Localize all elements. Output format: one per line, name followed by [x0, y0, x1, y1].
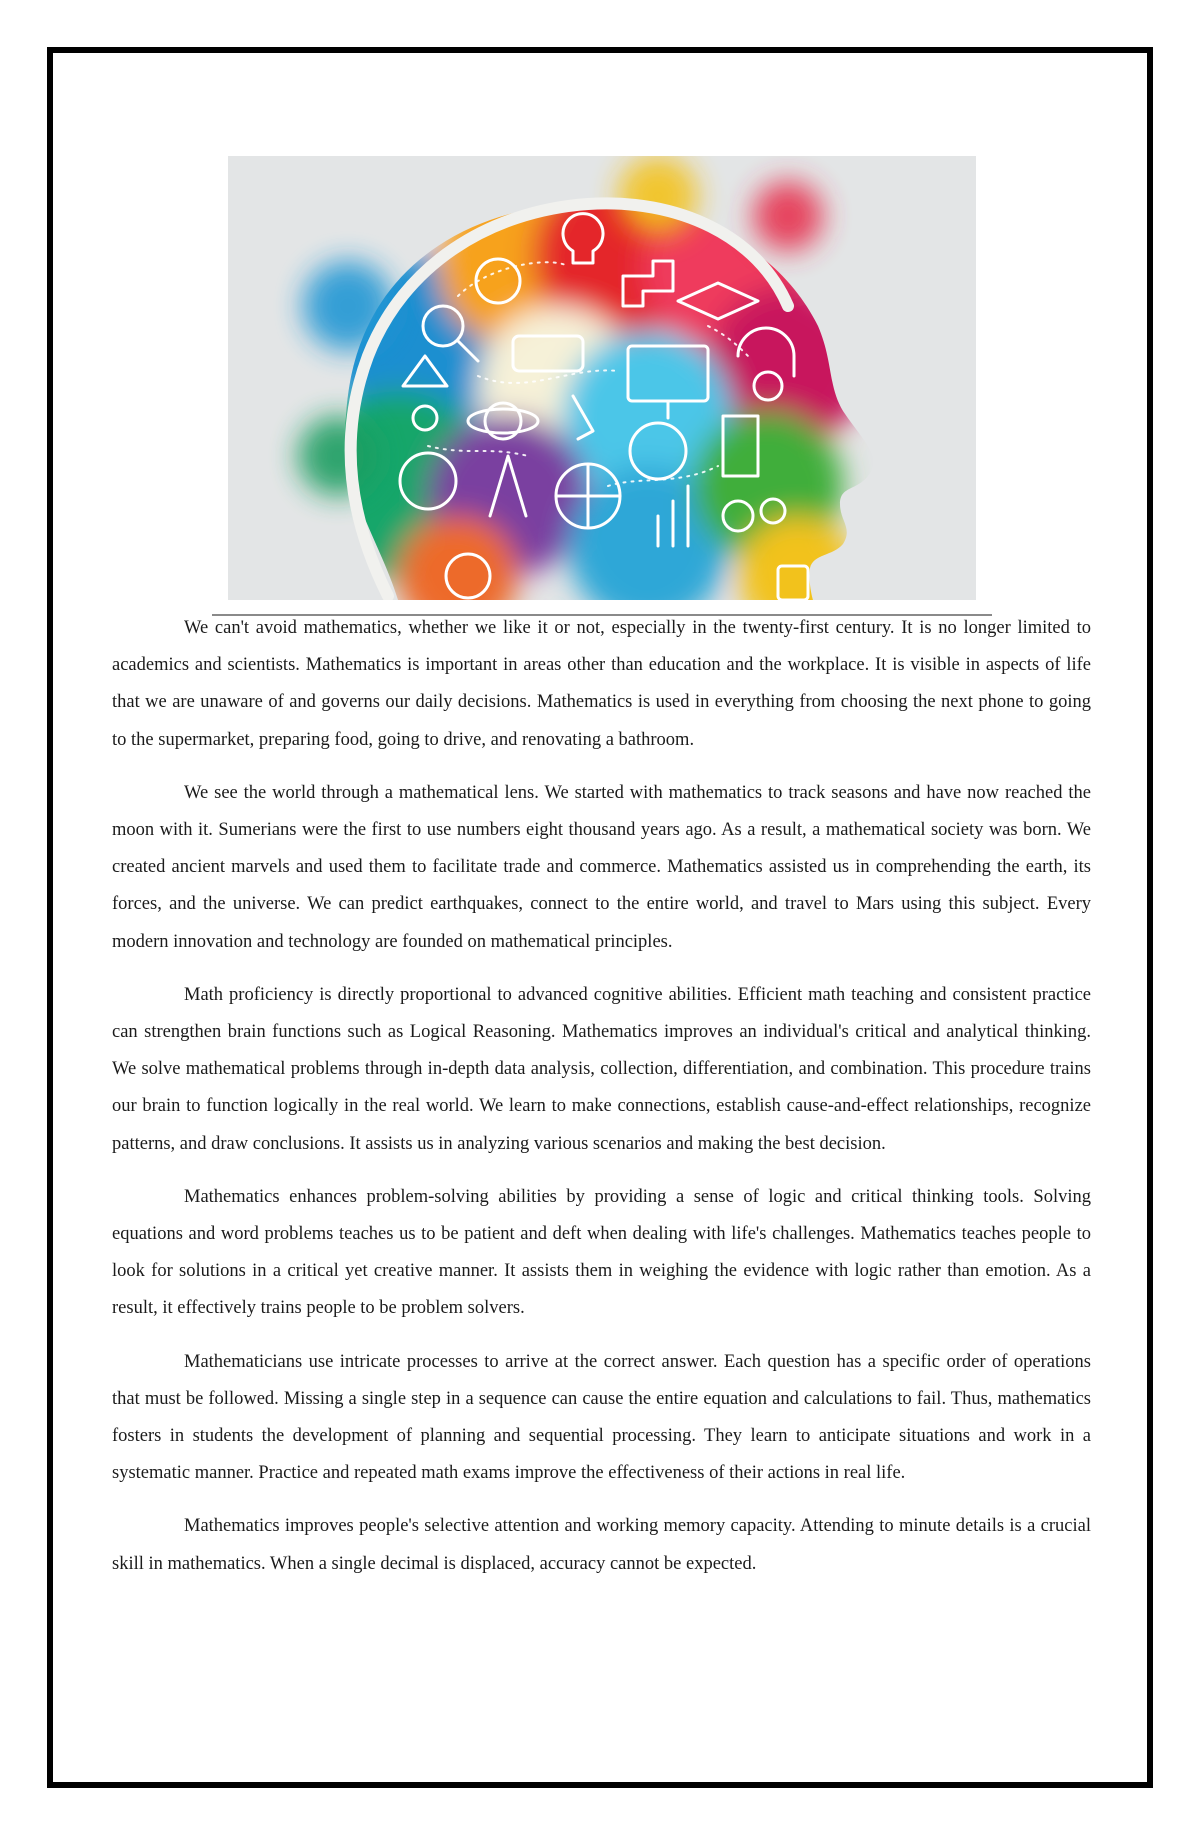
watercolor-head-illustration	[228, 156, 976, 600]
paragraph-4: Mathematics enhances problem-solving abilities by providing a sense of logic and critical thinking tools. Solving equations and word problems teaches us to be patient and deft when dealing with life's challenges. Mathematics teaches people to look for solutions in a critical yet creative manner. It assists them in weighing the evidence with logic rather than emotion. As a result, it effectively trains people to be problem solvers.	[112, 1186, 1091, 1319]
paragraph-6: Mathematics improves people's selective attention and working memory capacity. Attending to minute details is a crucial skill in mathematics. When a single decimal is displaced, accuracy cannot be expected.	[112, 1516, 1091, 1574]
paragraph-5: Mathematicians use intricate processes to arrive at the correct answer. Each question has a specific order of operations that must be followed. Missing a single step in a sequence can cause the entire equation and calculations to fail. Thus, mathematics fosters in students the development of planning and sequential processing. They learn to anticipate situations and work in a systematic manner. Practice and repeated math exams improve the effectiveness of their actions in real life.	[112, 1351, 1091, 1484]
document-body	[112, 610, 1091, 1599]
paragraph-3: Math proficiency is directly proportional to advanced cognitive abilities. Efficient math teaching and consistent practice can strengthen brain functions such as Logical Reasoning. Mathematics improves an individual's critical and analytical thinking. We solve mathematical problems through in-depth data analysis, collection, differentiation, and combination. This procedure trains our brain to function logically in the real world. We learn to make connections, establish cause-and-effect relationships, recognize patterns, and draw conclusions. It assists us in analyzing various scenarios and making the best decision.	[112, 984, 1091, 1154]
watercolor-head-image	[228, 156, 976, 600]
paragraph-2: We see the world through a mathematical lens. We started with mathematics to track seasons and have now reached the moon with it. Sumerians were the first to use numbers eight thousand years ago. As a result, a mathematical society was born. We created ancient marvels and used them to facilitate trade and commerce. Mathematics assisted us in comprehending the earth, its forces, and the universe. We can predict earthquakes, connect to the entire world, and travel to Mars using this subject. Every modern innovation and technology are founded on mathematical principles.	[112, 782, 1091, 952]
paragraph-1: We can't avoid mathematics, whether we like it or not, especially in the twenty-first century. It is no longer limited to academics and scientists. Mathematics is important in areas other than education and the workplace. It is visible in aspects of life that we are unaware of and governs our daily decisions. Mathematics is used in everything from choosing the next phone to going to the supermarket, preparing food, going to drive, and renovating a bathroom.	[112, 618, 1091, 750]
